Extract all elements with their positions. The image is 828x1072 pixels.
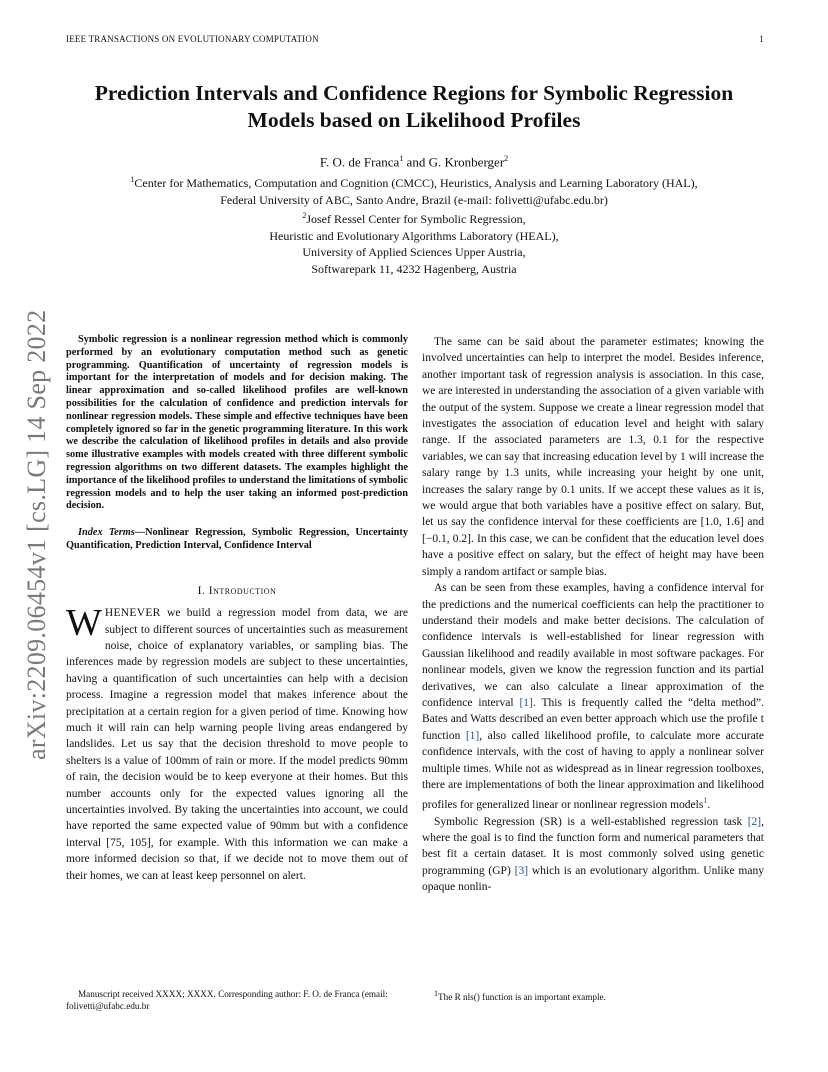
left-column (66, 334, 408, 884)
journal-name: IEEE TRANSACTIONS ON EVOLUTIONARY COMPUTATION (66, 34, 319, 44)
footnote-1 (422, 988, 764, 1003)
paragraph-4 (422, 814, 764, 896)
p3-text-d: . (707, 799, 711, 812)
citation-1[interactable]: [1] (519, 696, 533, 709)
affil-line-6: Softwarepark 11, 4232 Hagenberg, Austria (311, 261, 517, 276)
footnote-1-text: The R nls() function is an important example. (438, 992, 606, 1003)
p3-text-a: As can be seen from these examples, having a confidence interval for the predictions and the numerical coefficients can help the practitioner to understand their models and make better decisions. The calculation of confidence intervals is well-established for linear regression with Gaussian likelihood and readily available in most software packages. For nonlinear models, given we know the regression function and its partial derivatives, we can also calculate a linear approximation of the confidence interval (422, 582, 764, 709)
author-conj: and (403, 154, 429, 170)
affil-2-sup: 2 (302, 211, 307, 220)
section-title: Introduction (208, 584, 277, 597)
page-number: 1 (759, 34, 764, 44)
paragraph-3 (422, 580, 764, 814)
paper-title: Prediction Intervals and Confidence Regions for Symbolic Regression Models based on Likelihood Profiles (94, 81, 734, 132)
index-terms-text: —Nonlinear Regression, Symbolic Regression, Uncertainty Quantification, Prediction Interval, Confidence Interval (66, 527, 408, 551)
p4-text-b: , where the goal is to find the function form and numerical parameters that best fit a certain dataset. It is most commonly solved using genetic programming (GP) (422, 815, 764, 877)
author-2-sup: 2 (504, 154, 509, 163)
intro-lead: HENEVER (104, 607, 161, 620)
author-1-sup: 1 (399, 154, 404, 163)
affiliations (60, 172, 768, 277)
citation-1b[interactable]: [1] (465, 729, 480, 742)
right-column (422, 334, 764, 896)
paragraph-2: The same can be said about the parameter estimates; knowing the involved uncertainties can help to interpret the model. Besides inference, another important task of regression analysis is association. In this case, we are interested in understanding the association of a given variable with the output of the system. Suppose we create a linear regression model that investigates the association of education level and height with salary range. If the associated parameters are 1.3, 0.1 for the respective variables, we can say that increasing education level by 1 will increase the salary range by 1.3 units, while increasing your height by one unit, increases the salary range by 0.1 units. If we accept these values as it is, we would argue that both variables have a positive effect on salary. But, let us say the confidence interval for these coefficients are [1.0, 1.6] and [−0.1, 0.2]. In this case, we can be confident that the education level does have a positive effect on salary, but the effect of height may have been simply a random artifact or sample bias. (422, 336, 764, 578)
affil-line-3 (60, 208, 768, 228)
affil-line-5: University of Applied Sciences Upper Austria, (302, 245, 526, 259)
affil-1-sup: 1 (130, 175, 135, 184)
intro-text: we build a regression model from data, we are subject to different sources of uncertainties such as measurement noise, choice of explanatory variables, or sampling bias. The inferences made by regression models are subject to these uncertainties, having a quantification of such uncertainties can help with a decision process. Imagine a regression model that makes inference about the precipitation at a certain region for a given period of time. Knowing how much it will rain can help warning people living areas endangered by landslides. Let us say that the decision threshold to move people to shelters is a value of 100mm of rain or more. If the model predicts 90mm of rain, the decision would be to keep everyone at their homes. But this number accounts only for the expected values ignoring all the uncertainties involved. By taking the uncertainties into account, we could have reported the same expected value of 90mm but with a confidence interval [75, 105], for example. With this information we can make a more informed decision so that, if we decide not to move them out of their homes, we can at least keep personnel on alert. (66, 607, 408, 882)
p4-text-a: Symbolic Regression (SR) is a well-established regression task (434, 815, 748, 828)
running-header (66, 34, 764, 44)
affil-2-text: Josef Ressel Center for Symbolic Regression, (306, 212, 526, 226)
intro-paragraph-1 (66, 602, 408, 884)
index-terms (66, 527, 408, 553)
arxiv-stamp[interactable]: arXiv:2209.06454v1 [cs.LG] 14 Sep 2022 (22, 309, 51, 760)
author-1: F. O. de Franca (319, 154, 400, 170)
dropcap: W (66, 602, 102, 645)
section-number: I. (197, 584, 209, 597)
author-2: G. Kronberger (428, 154, 505, 170)
manuscript-footnote (66, 988, 411, 1012)
manuscript-footnote-text: Manuscript received XXXX; XXXX. Corresponding author: F. O. de Franca (email: folivetti@ufabc.edu.br (66, 989, 388, 1011)
index-terms-label: Index Terms (78, 527, 135, 539)
affil-1-text: Center for Mathematics, Computation and Cognition (CMCC), Heuristics, Analysis and Learning Laboratory (HAL), (134, 176, 698, 190)
p4-text-c: which is an evolutionary algorithm. Unlike many opaque nonlin- (422, 864, 764, 894)
p3-text-b: . This is frequently called the “delta method”. Bates and Watts described an even better approach which use the profile t function (422, 696, 764, 742)
p3-text-c: , also called likelihood profile, to calculate more accurate confidence intervals, with the cost of having to apply a nonlinear solver multiple times. While not as widespread as in linear regression toolboxes, there are implementations of both the linear approximation and likelihood profiles for generalized linear or nonlinear regression models (422, 729, 764, 812)
affil-line-1 (60, 172, 768, 192)
citation-3[interactable]: [3] (514, 864, 529, 877)
citation-2[interactable]: [2] (747, 815, 762, 828)
affil-line-2: Federal University of ABC, Santo Andre, Brazil (e-mail: folivetti@ufabc.edu.br) (220, 192, 608, 207)
section-heading-introduction (66, 583, 408, 599)
author-line (60, 154, 768, 170)
affil-line-4: Heuristic and Evolutionary Algorithms Laboratory (HEAL), (269, 228, 559, 243)
footnote-mark-1[interactable]: 1 (703, 796, 708, 806)
footnote-1-line (422, 988, 764, 1003)
abstract: Symbolic regression is a nonlinear regression method which is commonly performed by an evolutionary computation method such as genetic programming. Quantification of uncertainty of regression models is important for the interpretation of models and for decision making. The linear approximation and so-called likelihood profiles are well-known possibilities for the calculation of confidence and prediction intervals for nonlinear regression models. These simple and effective techniques have been completely ignored so far in the genetic programming literature. In this work we describe the calculation of likelihood profiles in details and also provide some illustrative examples with models created with three different symbolic regression algorithms on two different datasets. The examples highlight the importance of the likelihood profiles to understand the limitations of symbolic regression models and to help the user taking an informed post-prediction decision. (66, 334, 408, 512)
footnote-1-sup: 1 (434, 989, 438, 998)
